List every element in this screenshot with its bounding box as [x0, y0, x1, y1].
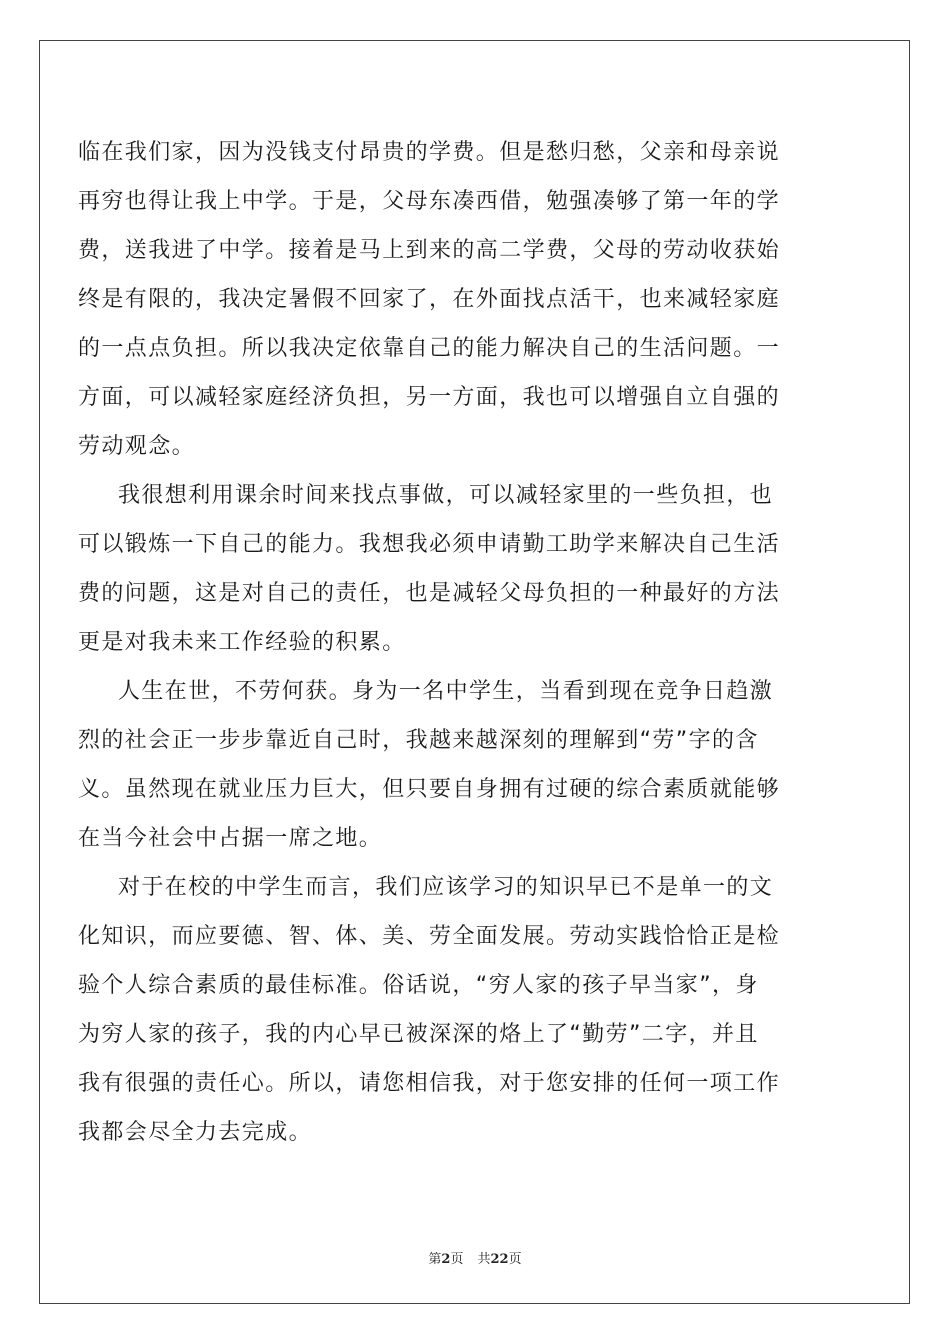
text-line: 我都会尽全力去完成。 — [78, 1120, 313, 1145]
text-line: 义。虽然现在就业压力巨大，但只要自身拥有过硬的综合素质就能够 — [78, 777, 781, 802]
text-line: 验个人综合素质的最佳标准。俗话说，“穷人家的孩子早当家”，身 — [78, 973, 759, 998]
text-line: 化知识，而应要德、智、体、美、劳全面发展。劳动实践恰恰正是检 — [78, 924, 781, 949]
total-prefix: 共 — [477, 1252, 491, 1267]
paragraph-first-line: 人生在世，不劳何获。身为一名中学生，当看到现在竞争日趋激 — [118, 679, 774, 704]
text-line: 更是对我未来工作经验的积累。 — [78, 630, 406, 655]
document-body — [78, 128, 871, 1157]
text-line: 方面，可以减轻家庭经济负担，另一方面，我也可以增强自立自强的 — [78, 385, 781, 410]
total-pages: 22 — [490, 1252, 509, 1267]
paragraph-first-line: 对于在校的中学生而言，我们应该学习的知识早已不是单一的文 — [118, 875, 774, 900]
text-line: 再穷也得让我上中学。于是，父母东凑西借，勉强凑够了第一年的学 — [78, 189, 781, 214]
text-line: 烈的社会正一步步靠近自己时，我越来越深刻的理解到“劳”字的含 — [78, 728, 759, 753]
text-line: 的一点点负担。所以我决定依靠自己的能力解决自己的生活问题。一 — [78, 336, 781, 361]
text-line: 为穷人家的孩子，我的内心早已被深深的烙上了“勤劳”二字，并且 — [78, 1022, 759, 1047]
paragraph-first-line: 我很想利用课余时间来找点事做，可以减轻家里的一些负担，也 — [118, 483, 774, 508]
text-line: 劳动观念。 — [78, 434, 196, 459]
text-line: 我有很强的责任心。所以，请您相信我，对于您安排的任何一项工作 — [78, 1071, 781, 1096]
page-prefix: 第 — [428, 1252, 442, 1267]
total-suffix: 页 — [508, 1252, 522, 1267]
text-line: 终是有限的，我决定暑假不回家了，在外面找点活干，也来减轻家庭 — [78, 287, 781, 312]
page-footer — [0, 1248, 950, 1267]
text-line: 可以锻炼一下自己的能力。我想我必须申请勤工助学来解决自己生活 — [78, 532, 781, 557]
text-line: 临在我们家，因为没钱支付昂贵的学费。但是愁归愁，父亲和母亲说 — [78, 140, 781, 165]
text-line: 在当今社会中占据一席之地。 — [78, 826, 383, 851]
page-number: 2 — [441, 1252, 451, 1267]
text-line: 费，送我进了中学。接着是马上到来的高二学费，父母的劳动收获始 — [78, 238, 781, 263]
page-suffix: 页 — [450, 1252, 464, 1267]
text-line: 费的问题，这是对自己的责任，也是减轻父母负担的一种最好的方法 — [78, 581, 781, 606]
